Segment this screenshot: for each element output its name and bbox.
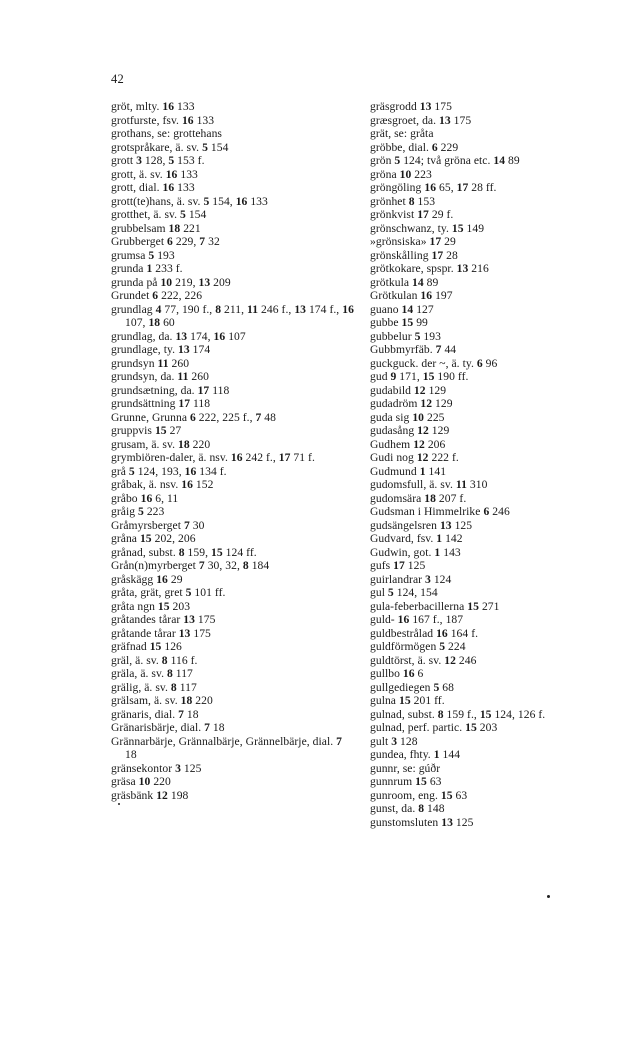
index-entry: gulnad, subst. 8 159 f., 15 124, 126 f. [370,707,546,721]
index-entry: grundlag, da. 13 174, 16 107 [111,329,246,343]
index-entry: guirlandrar 3 124 [370,572,452,586]
index-entry: grott 3 128, 5 153 f. [111,154,205,167]
index-entry: gubbelur 5 193 [370,329,441,343]
index-entry: Gubbmyrfäb. 7 44 [370,343,457,356]
index-entry: gråbak, ä. nsv. 16 152 [111,478,214,491]
index-entry: grumsa 5 193 [111,248,175,262]
index-entry: Grunne, Grunna 6 222, 225 f., 7 48 [111,410,277,424]
index-entry: gräsbänk 12 198 [111,788,189,802]
index-entry: gubbe 15 99 [370,316,428,329]
index-entry: gud 9 171, 15 190 ff. [370,370,469,383]
index-entry: gråig 5 223 [111,505,165,518]
ink-speck [118,803,120,805]
index-entry: guda sig 10 225 [370,410,445,424]
index-entry: gunroom, eng. 15 63 [370,788,468,802]
index-entry: Gudwin, got. 1 143 [370,545,461,559]
index-column-right [370,100,632,829]
index-entry: grunda på 10 219, 13 209 [111,275,231,289]
index-entry: grötkokare, spspr. 13 216 [370,262,489,275]
index-entry: gul 5 124, 154 [370,586,438,599]
index-entry: grönskålling 17 28 [370,248,458,262]
index-entry: guldtörst, ä. sv. 12 246 [370,653,477,667]
ink-speck [547,895,550,898]
index-entry: gudomsära 18 207 f. [370,491,467,505]
index-entry: gräsa 10 220 [111,775,171,788]
index-entry: grusam, ä. sv. 18 220 [111,437,211,451]
page-number: 42 [111,72,125,86]
index-entry: grånad, subst. 8 159, 15 124 ff. [111,545,257,559]
index-entry: gråta, grät, gret 5 101 ff. [111,586,226,599]
index-entry: guldbestrålad 16 164 f. [370,626,479,640]
index-entry: Grån(n)myrberget 7 30, 32, 8 184 [111,559,270,572]
index-entry: grundsyn, da. 11 260 [111,370,209,383]
index-entry: gulna 15 201 ff. [370,694,445,707]
index-entry: guano 14 127 [370,302,434,316]
index-entry: guckguck. der ~, ä. ty. 6 96 [370,356,498,370]
index-entry: grönkvist 17 29 f. [370,208,454,221]
index-entry: gräfnad 15 126 [111,640,182,653]
index-entry: gudadröm 12 129 [370,397,453,410]
index-entry: gröna 10 223 [370,167,432,181]
index-entry: gudsängelsren 13 125 [370,518,473,532]
index-entry: gula-feberbacillerna 15 271 [370,599,500,613]
index-entry: Gudvard, fsv. 1 142 [370,532,463,545]
index-entry: grotspråkare, ä. sv. 5 154 [111,140,229,154]
index-entry: gulnad, perf. partic. 15 203 [370,721,498,734]
index-entry: grå 5 124, 193, 16 134 f. [111,464,227,478]
index-entry: guldförmögen 5 224 [370,640,466,653]
index-entry: grälsam, ä. sv. 18 220 [111,694,213,707]
index-entry: gunnrum 15 63 [370,775,442,788]
index-entry: gunstomsluten 13 125 [370,815,474,829]
index-entry: gruppvis 15 27 [111,424,182,437]
index-entry: Gudsman i Himmelrike 6 246 [370,505,510,518]
index-entry: grönhet 8 153 [370,194,436,208]
index-entry: gräsgrodd 13 175 [370,100,452,113]
index-entry: gråtandes tårar 13 175 [111,613,216,626]
index-entry: grundsætning, da. 17 118 [111,383,230,397]
index-entry: gröbbe, dial. 6 229 [370,140,459,154]
index-entry: Gränarisbärje, dial. 7 18 [111,721,225,734]
index-entry: gränsekontor 3 125 [111,761,202,775]
index-entry: Grubberget 6 229, 7 32 [111,235,220,248]
index-entry: gränaris, dial. 7 18 [111,707,199,721]
index-entry: grunda 1 233 f. [111,262,183,275]
index-entry: gundea, fhty. 1 144 [370,748,461,761]
index-entry: græsgroet, da. 13 175 [370,113,472,127]
index-entry: gråta ngn 15 203 [111,599,191,613]
index-entry: grät, se: gråta [370,127,434,140]
index-entry: guld- 16 167 f., 187 [370,613,464,626]
index-entry: grott, dial. 16 133 [111,181,195,194]
index-entry: grotfurste, fsv. 16 133 [111,113,215,127]
index-entry: grönschwanz, ty. 15 149 [370,221,485,235]
index-entry: grundsyn 11 260 [111,356,190,370]
index-entry: Grundet 6 222, 226 [111,289,203,302]
index-entry: grundsättning 17 118 [111,397,211,410]
index-entry: »grönsiska» 17 29 [370,235,456,248]
index-entry: grön 5 124; två gröna etc. 14 89 [370,154,520,167]
index-entry: grälig, ä. sv. 8 117 [111,680,197,694]
index-entry: Gudhem 12 206 [370,437,446,451]
index-entry: gullbo 16 6 [370,667,424,680]
index-entry: Gudi nog 12 222 f. [370,451,459,464]
index-entry: gudasång 12 129 [370,424,450,437]
index-entry: gult 3 128 [370,734,418,748]
index-entry: gudabild 12 129 [370,383,447,397]
index-entry: gräl, ä. sv. 8 116 f. [111,653,198,667]
index-entry: grundlage, ty. 13 174 [111,343,211,356]
index-entry: gudomsfull, ä. sv. 11 310 [370,478,488,491]
index-entry: grott, ä. sv. 16 133 [111,167,198,181]
index-entry: grotthet, ä. sv. 5 154 [111,208,207,221]
index-entry: gröngöling 16 65, 17 28 ff. [370,181,497,194]
index-entry: gunnr, se: gúðr [370,761,441,775]
index-entry: gufs 17 125 [370,559,426,572]
index-entry: Grötkulan 16 197 [370,289,453,302]
index-entry: grubbelsam 18 221 [111,221,201,235]
index-column-left [111,100,356,802]
index-entry: gråskägg 16 29 [111,572,183,586]
index-entry: Grännarbärje, Grännalbärje, Grännelbärje, dial. 7 18 [111,734,343,761]
index-entry: gröt, mlty. 16 133 [111,100,195,113]
index-entry: grymbiören-daler, ä. nsv. 16 242 f., 17 71 f. [111,451,315,464]
index-entry: gullgediegen 5 68 [370,680,454,694]
index-entry: grötkula 14 89 [370,275,439,289]
index-entry: Gråmyrsberget 7 30 [111,518,205,532]
index-entry: gräla, ä. sv. 8 117 [111,667,193,680]
index-entry: grott(te)hans, ä. sv. 5 154, 16 133 [111,194,268,208]
index-entry: gråna 15 202, 206 [111,532,196,545]
index-entry: Gudmund 1 141 [370,464,447,478]
index-entry: grothans, se: grottehans [111,127,222,140]
index-entry: gråtande tårar 13 175 [111,626,211,640]
index-entry: gunst, da. 8 148 [370,802,445,815]
index-entry: grundlag 4 77, 190 f., 8 211, 11 246 f., 13 174 f., 16 107, 18 60 [111,302,354,329]
index-entry: gråbo 16 6, 11 [111,491,179,505]
